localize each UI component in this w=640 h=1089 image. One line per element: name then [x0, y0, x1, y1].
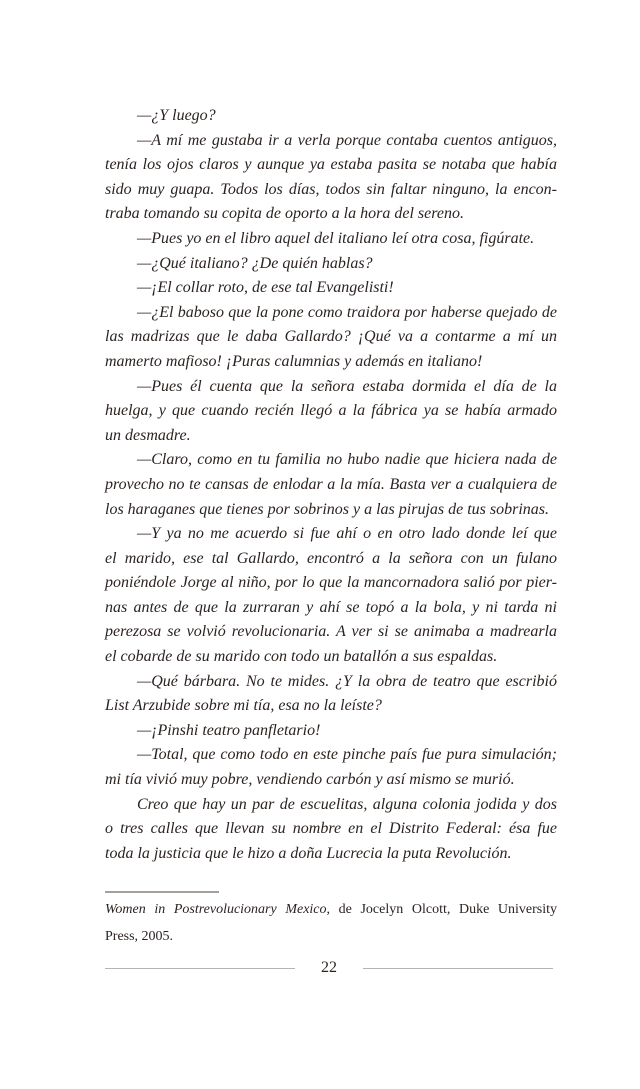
text-line: —¡El collar roto, de ese tal Evangelisti! [137, 279, 394, 297]
paragraph [105, 252, 557, 277]
text-line: —¿El baboso que la pone como traidora por haberse quejado de [137, 303, 557, 321]
paragraph [105, 448, 557, 522]
footnote-rule [105, 891, 219, 893]
text-line: Creo que hay un par de escuelitas, alguna colonia jodida y dos [137, 795, 557, 813]
text-line: tenía los ojos claros y aunque ya estaba pasita se notaba que había [105, 156, 557, 174]
text-line: las madrizas que le daba Gallardo? ¡Qué va a contarme a mí un [105, 328, 557, 346]
text-line: el marido, ese tal Gallardo, encontró a la señora con un fulano [105, 549, 557, 567]
paragraph [105, 129, 557, 227]
paragraph [105, 104, 557, 129]
paragraph [105, 522, 557, 670]
text-line: —Pues él cuenta que la señora estaba dormida el día de la [137, 377, 557, 395]
text-line: el cobarde de su marido con todo un batallón a sus espaldas. [105, 648, 498, 666]
text-line: —Pues yo en el libro aquel del italiano leí otra cosa, figúrate. [137, 229, 535, 247]
footer-rule-right [363, 968, 553, 969]
footnote [105, 896, 557, 950]
text-line: sido muy guapa. Todos los días, todos sin faltar ninguno, la encon- [105, 180, 557, 198]
text-line: —Y ya no me acuerdo si fue ahí o en otro lado donde leí que [137, 525, 557, 543]
text-line: provecho no te cansas de enlodar a la mía. Basta ver a cualquiera de [105, 475, 557, 493]
text-line: huelga, y que cuando recién llegó a la fábrica ya se había armado [105, 402, 557, 420]
text-line: —¿Y luego? [137, 107, 216, 124]
page-footer [105, 958, 553, 978]
text-line: —Qué bárbara. No te mides. ¿Y la obra de teatro que escribió [137, 672, 557, 690]
paragraph [105, 276, 557, 301]
text-line: poniéndole Jorge al niño, por lo que la mancornadora salió por pier- [105, 574, 557, 592]
text-line: —A mí me gustaba ir a verla porque contaba cuentos antiguos, [137, 131, 557, 149]
paragraph [105, 670, 557, 719]
footnote-line: Press, 2005. [105, 929, 174, 944]
paragraph [105, 743, 557, 792]
text-line: —Claro, como en tu familia no hubo nadie que hiciera nada de [137, 451, 557, 469]
text-line: nas antes de que la zurraran y ahí se topó a la bola, y ni tarda ni [105, 598, 557, 616]
text-line: —¿Qué italiano? ¿De quién hablas? [137, 254, 373, 272]
text-line: un desmadre. [105, 426, 191, 444]
footer-rule-left [105, 968, 295, 969]
paragraph [105, 719, 557, 744]
text-line: o tres calles que llevan su nombre en el Distrito Federal: ésa fue [105, 820, 557, 838]
text-line: toda la justicia que le hizo a doña Lucrecia la puta Revolución. [105, 844, 512, 862]
text-line: los haraganes que tienes por sobrinos y a las pirujas de tus sobrinas. [105, 500, 550, 518]
text-line: mi tía vivió muy pobre, vendiendo carbón y así mismo se murió. [105, 771, 515, 789]
paragraph [105, 227, 557, 252]
paragraph [105, 301, 557, 375]
paragraph [105, 793, 557, 867]
text-line: —¡Pinshi teatro panfletario! [137, 721, 321, 739]
footnote-book-title: Women in Postrevolucionary Mexico [105, 902, 327, 917]
footnote-line [105, 896, 557, 923]
paragraph [105, 375, 557, 449]
text-line: perezosa se volvió revolucionaria. A ver si se animaba a madrearla [105, 623, 557, 641]
text-line: traba tomando su copita de oporto a la hora del sereno. [105, 205, 464, 223]
text-line: mamerto mafioso! ¡Puras calumnias y además en italiano! [105, 352, 483, 370]
text-line: List Arzubide sobre mi tía, esa no la leíste? [105, 697, 382, 715]
footnote-text: , de Jocelyn Olcott, Duke University [326, 902, 557, 917]
text-block [105, 104, 557, 866]
text-line: —Total, que como todo en este pinche país fue pura simulación; [137, 746, 557, 764]
page-number: 22 [321, 959, 337, 976]
